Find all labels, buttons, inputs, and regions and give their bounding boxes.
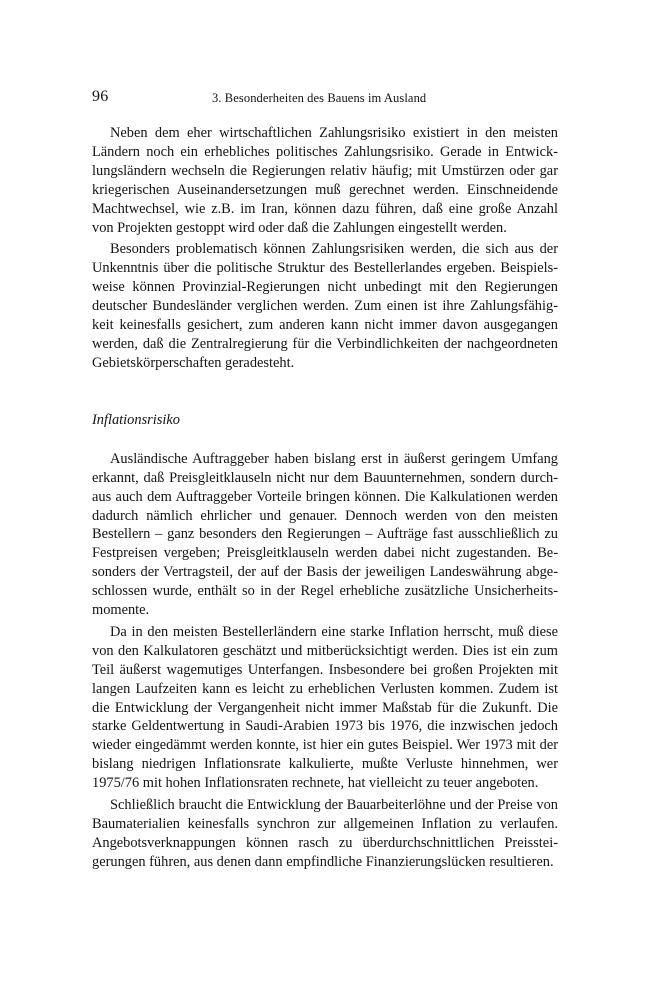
page-header (92, 88, 558, 110)
page-number: 96 (92, 88, 109, 105)
running-head: 3. Besonderheiten des Bauens im Ausland (212, 91, 427, 105)
paragraph-wages-and-materials: Schließlich braucht die Entwicklung der Bauarbeiterlöhne und der Preise von Baumaterialien keinesfalls synchron zur allgemeinen Inflation zu verlaufen. Angebotsverknappungen können rasch zu überdurchschnittlichen Preissteigerungen führen, aus denen dann empfindliche Finanzierungslücken resultieren. (92, 797, 558, 870)
body-text (92, 124, 558, 872)
paragraph-price-escalation-clauses: Ausländische Auftraggeber haben bislang erst in äußerst geringem Umfang erkannt, daß Preisgleitklauseln nicht nur dem Bauunternehmen, sondern durchaus auch dem Auftraggeber Vorteile bringen können. Die Kalkulationen werden dadurch nämlich ehrlicher und genauer. Dennoch werden von den meisten Bestellern – ganz besonders den Regierungen – Aufträge fast ausschließlich zu Festpreisen vergeben; Preisgleitklauseln werden dabei nicht zugestanden. Besonders der Vertragsteil, der auf der Basis der jeweiligen Landeswährung abgeschlossen wurde, enthält so in der Regel erhebliche zusätzliche Unsicherheitsmomente. (92, 450, 558, 619)
paragraph-payment-risk-structure: Besonders problematisch können Zahlungsrisiken werden, die sich aus der Unkenntnis über die politische Struktur des Bestellerlandes ergeben. Beispielsweise können Provinzial-Regierungen nicht unbedingt mit den Regierungen deutscher Bundesländer verglichen werden. Zum einen ist ihre Zahlungsfähigkeit keinesfalls gesichert, zum anderen kann nicht immer davon ausgegangen werden, daß die Zentralregierung für die Verbindlichkeiten der nachgeordneten Gebietskörperschaften geradesteht. (92, 241, 558, 371)
section-heading-inflation-risk: Inflationsrisiko (92, 411, 180, 428)
paragraph-payment-risk-political: Neben dem eher wirtschaftlichen Zahlungsrisiko existiert in den meisten Ländern noch ein erhebliches politisches Zahlungsrisiko. Gerade in Entwicklungsländern wechseln die Regierungen relativ häufig; mit Umstürzen oder gar kriegerischen Auseinandersetzungen muß gerechnet werden. Einschneidende Machtwechsel, wie z.B. im Iran, können dazu führen, daß eine große Anzahl von Projekten gestoppt wird oder daß die Zahlungen eingestellt werden. (92, 125, 558, 236)
paragraph-inflation-estimation: Da in den meisten Bestellerländern eine starke Inflation herrscht, muß diese von den Kalkulatoren geschätzt und mitberücksichtigt werden. Dies ist ein zum Teil äußerst wagemutiges Unterfangen. Insbesondere bei großen Projekten mit langen Laufzeiten kann es leicht zu erheblichen Verlusten kommen. Zudem ist die Entwicklung der Vergangenheit nicht immer Maßstab für die Zukunft. Die starke Geldentwertung in Saudi-Arabien 1973 bis 1976, die inzwischen jedoch wieder eingedämmt werden konnte, ist hier ein gutes Beispiel. Wer 1973 mit der bislang niedrigen Inflationsrate kalkulierte, mußte Verluste hinnehmen, wer 1975/76 mit hohen Inflationsraten rechnete, hat vielleicht zu teuer angeboten. (92, 623, 558, 792)
